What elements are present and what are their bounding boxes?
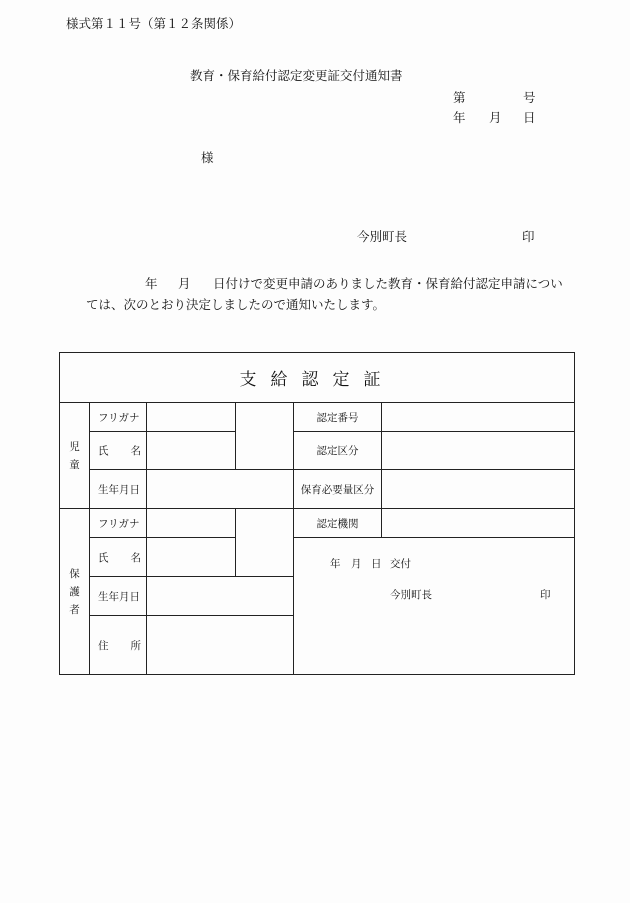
child-furigana-label: フリガナ [90, 403, 147, 432]
issuer-name: 今別町長 [357, 229, 408, 244]
child-name-label-a: 氏 [98, 445, 109, 457]
body-line2: ては、次のとおり決定しましたので通知いたします。 [86, 297, 386, 312]
date-year: 年 [453, 110, 466, 125]
issue-issued: 交付 [390, 558, 411, 570]
child-birthdate-label: 生年月日 [90, 470, 147, 509]
cert-category-label: 認定区分 [294, 432, 382, 470]
guardian-address-label-b: 所 [130, 639, 141, 652]
care-amount-category-label: 保育必要量区分 [294, 470, 382, 509]
child-furigana-field[interactable] [147, 403, 236, 432]
child-birthdate-field[interactable] [147, 470, 294, 509]
child-section-text: 児童 [69, 440, 80, 471]
guardian-name-label-a: 氏 [98, 551, 109, 564]
cert-number-label: 認定番号 [294, 403, 382, 432]
guardian-name-label [90, 538, 147, 577]
issuer-seal: 印 [522, 229, 535, 244]
guardian-furigana-field[interactable] [147, 509, 236, 538]
issue-month: 月 [351, 558, 362, 570]
issue-notice-cell [294, 538, 575, 675]
guardian-furigana-label: フリガナ [90, 509, 147, 538]
child-blank-cell[interactable] [236, 403, 294, 470]
addressee-suffix: 様 [201, 150, 214, 165]
certificate-table [59, 352, 575, 675]
cert-agency-label: 認定機関 [294, 509, 382, 538]
date-day: 日 [523, 110, 536, 125]
issue-year: 年 [330, 558, 341, 570]
guardian-address-label-a: 住 [98, 639, 109, 652]
document-title: 教育・保育給付認定変更証交付通知書 [190, 68, 403, 83]
date-month: 月 [489, 110, 502, 125]
guardian-section-label [60, 509, 90, 675]
guardian-birthdate-field[interactable] [147, 577, 294, 616]
guardian-address-label [90, 616, 147, 675]
guardian-birthdate-label: 生年月日 [90, 577, 147, 616]
issue-seal: 印 [540, 589, 551, 601]
number-dai: 第 [453, 90, 466, 105]
guardian-section-text: 保護者 [69, 567, 80, 616]
care-amount-category-field[interactable] [382, 470, 575, 509]
child-name-label-b: 名 [130, 445, 141, 457]
guardian-blank-cell[interactable] [236, 509, 294, 577]
body-line1-rest: 日付けで変更申請のありました教育・保育給付認定申請につい [213, 276, 563, 291]
child-name-label [90, 432, 147, 470]
guardian-address-field[interactable] [147, 616, 294, 675]
body-year: 年 [145, 276, 158, 291]
body-month: 月 [178, 276, 191, 291]
child-section-label [60, 403, 90, 509]
child-name-field[interactable] [147, 432, 236, 470]
cert-agency-field[interactable] [382, 509, 575, 538]
issue-issuer: 今別町長 [390, 589, 432, 601]
guardian-name-field[interactable] [147, 538, 236, 577]
number-go: 号 [523, 90, 536, 105]
cert-number-field[interactable] [382, 403, 575, 432]
certificate-title: 支給認定証 [60, 353, 575, 403]
cert-category-field[interactable] [382, 432, 575, 470]
form-id: 様式第１１号（第１２条関係） [66, 16, 242, 31]
issue-day: 日 [371, 558, 382, 570]
guardian-name-label-b: 名 [130, 551, 141, 564]
